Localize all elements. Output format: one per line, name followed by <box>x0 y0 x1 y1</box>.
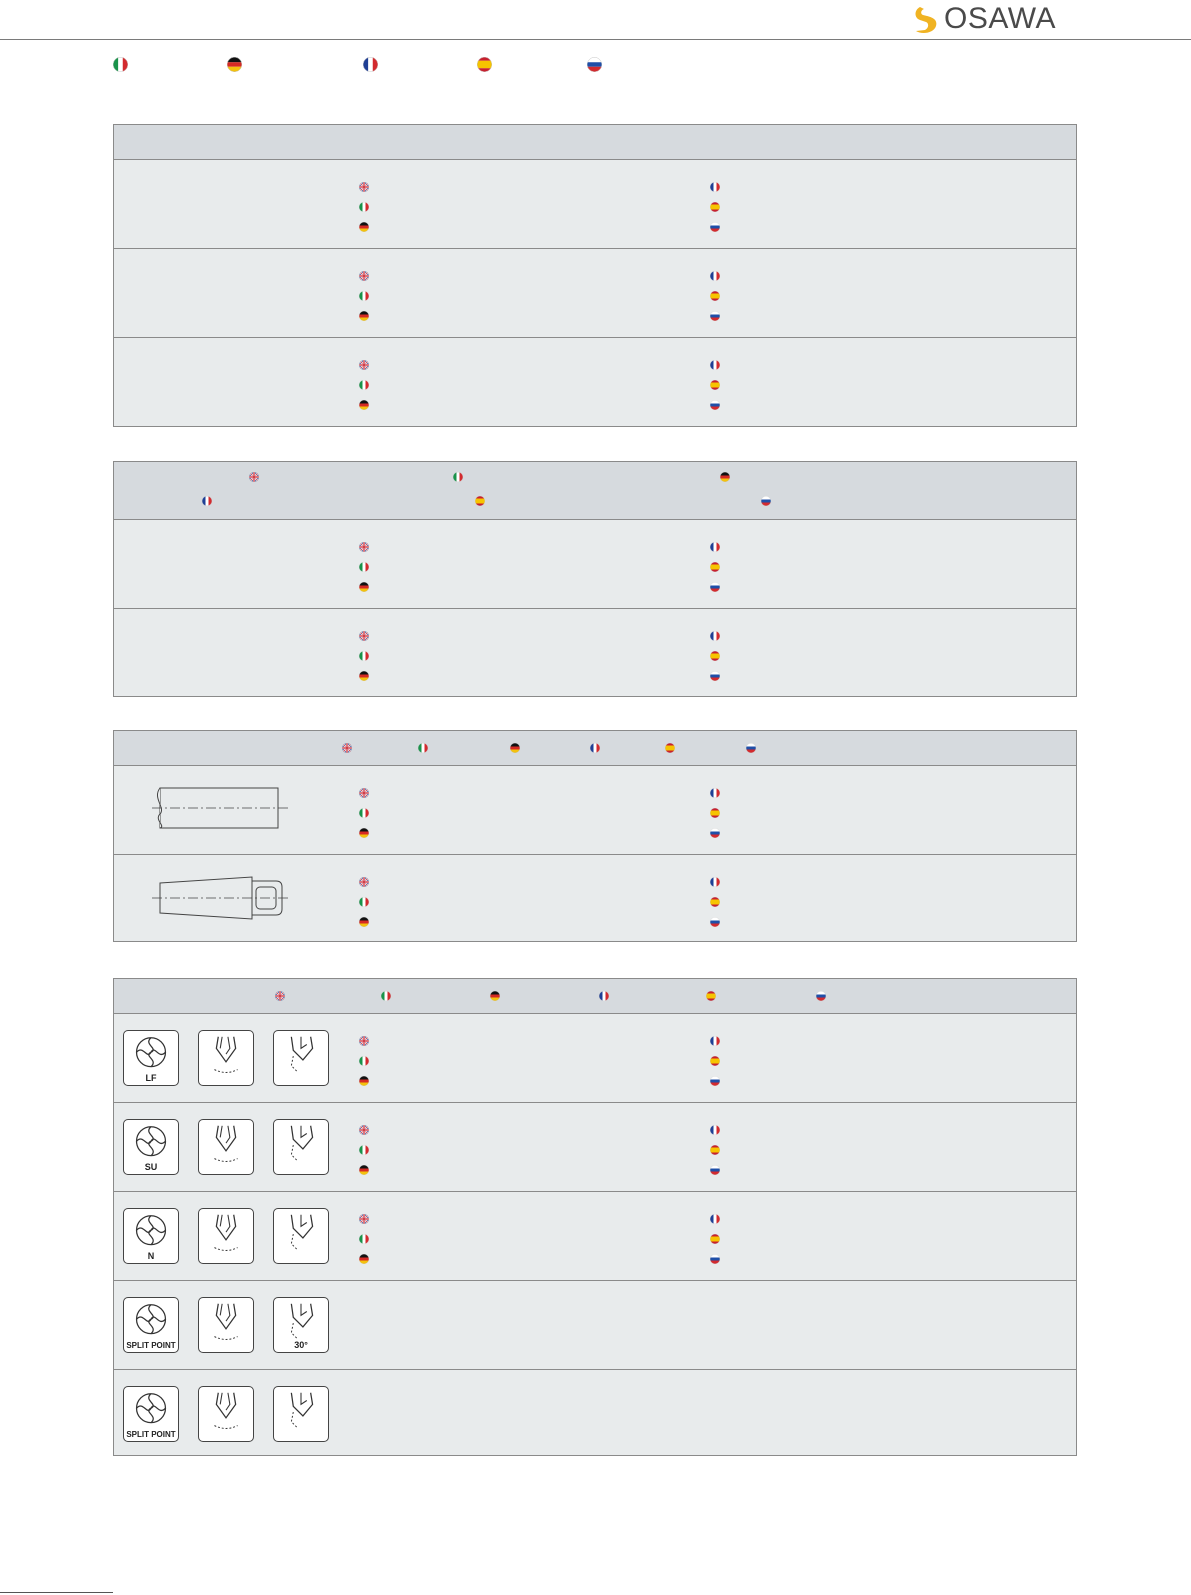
table-row <box>114 1191 1076 1281</box>
flag-ru-icon <box>710 400 720 410</box>
table-row <box>114 608 1076 698</box>
flag-es-icon <box>477 57 492 72</box>
table-row <box>114 765 1076 855</box>
split-point-icon <box>123 1297 179 1353</box>
flag-ru-icon <box>710 1076 720 1086</box>
flag-it-icon <box>113 57 128 72</box>
drill-side-icon <box>274 1387 328 1441</box>
flag-es-icon <box>475 496 485 506</box>
flag-fr-icon <box>363 57 378 72</box>
n-point-icon <box>123 1208 179 1264</box>
flag-de-icon <box>359 400 369 410</box>
flag-ru-icon <box>710 917 720 927</box>
drill-side-icon <box>274 1031 328 1085</box>
table-row <box>114 1102 1076 1192</box>
helix-angle-icon <box>273 1030 329 1086</box>
flag-es-icon <box>710 562 720 572</box>
flag-es-icon <box>710 291 720 301</box>
flag-es-icon <box>665 743 675 753</box>
flag-uk-icon <box>342 743 352 753</box>
flag-uk-icon <box>359 788 369 798</box>
flag-de-icon <box>359 671 369 681</box>
footer-rule <box>0 1592 113 1593</box>
section-1 <box>113 124 1077 427</box>
drill-tip-icon <box>199 1387 253 1441</box>
flag-it-icon <box>359 808 369 818</box>
flag-it-icon <box>359 202 369 212</box>
point-type-label: N <box>147 1251 155 1261</box>
flag-de-icon <box>227 57 242 72</box>
flag-ru-icon <box>710 222 720 232</box>
flag-ru-icon <box>710 671 720 681</box>
drill-tip-icon <box>199 1209 253 1263</box>
point-type-label: SPLIT POINT <box>126 1341 176 1350</box>
flag-uk-icon <box>359 182 369 192</box>
table-row <box>114 1369 1076 1459</box>
flag-es-icon <box>706 991 716 1001</box>
table-row <box>114 337 1076 427</box>
flag-it-icon <box>359 1234 369 1244</box>
flag-fr-icon <box>710 877 720 887</box>
flag-es-icon <box>710 897 720 907</box>
flag-fr-icon <box>710 788 720 798</box>
section-header <box>114 125 1076 159</box>
flag-uk-icon <box>359 360 369 370</box>
drill-tip-icon <box>199 1031 253 1085</box>
flag-de-icon <box>359 828 369 838</box>
flag-de-icon <box>720 472 730 482</box>
flag-uk-icon <box>359 1214 369 1224</box>
straight-shank-drawing <box>152 784 292 834</box>
point-angle-icon <box>198 1386 254 1442</box>
flag-es-icon <box>710 1056 720 1066</box>
flag-fr-icon <box>710 271 720 281</box>
point-angle-icon <box>198 1119 254 1175</box>
flag-es-icon <box>710 1145 720 1155</box>
flag-de-icon <box>359 582 369 592</box>
flag-uk-icon <box>359 877 369 887</box>
angle-label: 30° <box>294 1340 308 1350</box>
flag-es-icon <box>710 380 720 390</box>
flag-fr-icon <box>202 496 212 506</box>
language-flag-bar <box>0 57 700 73</box>
table-row <box>114 519 1076 609</box>
helix-angle-icon <box>273 1208 329 1264</box>
flag-ru-icon <box>710 1254 720 1264</box>
flag-it-icon <box>359 1145 369 1155</box>
helix-angle-icon <box>273 1297 329 1353</box>
flag-fr-icon <box>710 1036 720 1046</box>
point-angle-icon <box>198 1030 254 1086</box>
flag-uk-icon <box>275 991 285 1001</box>
flag-fr-icon <box>599 991 609 1001</box>
flag-de-icon <box>359 1165 369 1175</box>
flag-uk-icon <box>359 542 369 552</box>
flag-ru-icon <box>761 496 771 506</box>
flag-it-icon <box>418 743 428 753</box>
flag-ru-icon <box>587 57 602 72</box>
osawa-logo <box>912 2 1056 36</box>
flag-fr-icon <box>710 1214 720 1224</box>
flag-ru-icon <box>710 828 720 838</box>
flag-es-icon <box>710 1234 720 1244</box>
drill-tip-icon <box>199 1298 253 1352</box>
osawa-logo-icon <box>912 4 942 34</box>
section-2 <box>113 461 1077 697</box>
split-point-icon <box>123 1386 179 1442</box>
flag-uk-icon <box>249 472 259 482</box>
flag-fr-icon <box>710 182 720 192</box>
table-row <box>114 854 1076 944</box>
flag-fr-icon <box>590 743 600 753</box>
flag-de-icon <box>490 991 500 1001</box>
flag-fr-icon <box>710 542 720 552</box>
table-row <box>114 1013 1076 1103</box>
brand-name: OSAWA <box>944 2 1056 35</box>
point-angle-icon <box>198 1208 254 1264</box>
table-row <box>114 1280 1076 1370</box>
lf-point-icon <box>123 1030 179 1086</box>
point-angle-icon <box>198 1297 254 1353</box>
flag-uk-icon <box>359 631 369 641</box>
taper-shank-drawing <box>152 875 292 925</box>
flag-fr-icon <box>710 1125 720 1135</box>
flag-fr-icon <box>710 360 720 370</box>
flag-de-icon <box>359 1254 369 1264</box>
flag-de-icon <box>359 311 369 321</box>
flag-ru-icon <box>746 743 756 753</box>
flag-de-icon <box>359 222 369 232</box>
flag-it-icon <box>359 380 369 390</box>
section-header <box>114 731 1076 765</box>
header-divider <box>0 39 1191 40</box>
flag-de-icon <box>510 743 520 753</box>
flag-uk-icon <box>359 271 369 281</box>
flag-it-icon <box>453 472 463 482</box>
drill-side-icon <box>274 1209 328 1263</box>
point-type-label: SU <box>144 1162 158 1172</box>
drill-tip-icon <box>199 1120 253 1174</box>
table-row <box>114 248 1076 338</box>
point-type-label: SPLIT POINT <box>126 1430 176 1439</box>
flag-it-icon <box>359 562 369 572</box>
flag-es-icon <box>710 651 720 661</box>
su-point-icon <box>123 1119 179 1175</box>
flag-de-icon <box>359 917 369 927</box>
table-row <box>114 159 1076 249</box>
flag-fr-icon <box>710 631 720 641</box>
flag-it-icon <box>359 651 369 661</box>
section-header <box>114 979 1076 1013</box>
point-type-label: LF <box>145 1073 157 1083</box>
flag-uk-icon <box>359 1036 369 1046</box>
flag-ru-icon <box>816 991 826 1001</box>
flag-uk-icon <box>359 1125 369 1135</box>
flag-ru-icon <box>710 311 720 321</box>
flag-it-icon <box>359 1056 369 1066</box>
flag-de-icon <box>359 1076 369 1086</box>
section-3-shank-types <box>113 730 1077 942</box>
flag-it-icon <box>381 991 391 1001</box>
flag-ru-icon <box>710 582 720 592</box>
drill-side-icon <box>274 1120 328 1174</box>
section-4-point-types <box>113 978 1077 1456</box>
helix-angle-icon <box>273 1119 329 1175</box>
flag-es-icon <box>710 202 720 212</box>
flag-it-icon <box>359 897 369 907</box>
flag-it-icon <box>359 291 369 301</box>
flag-es-icon <box>710 808 720 818</box>
section-header <box>114 462 1076 519</box>
helix-angle-icon <box>273 1386 329 1442</box>
flag-ru-icon <box>710 1165 720 1175</box>
